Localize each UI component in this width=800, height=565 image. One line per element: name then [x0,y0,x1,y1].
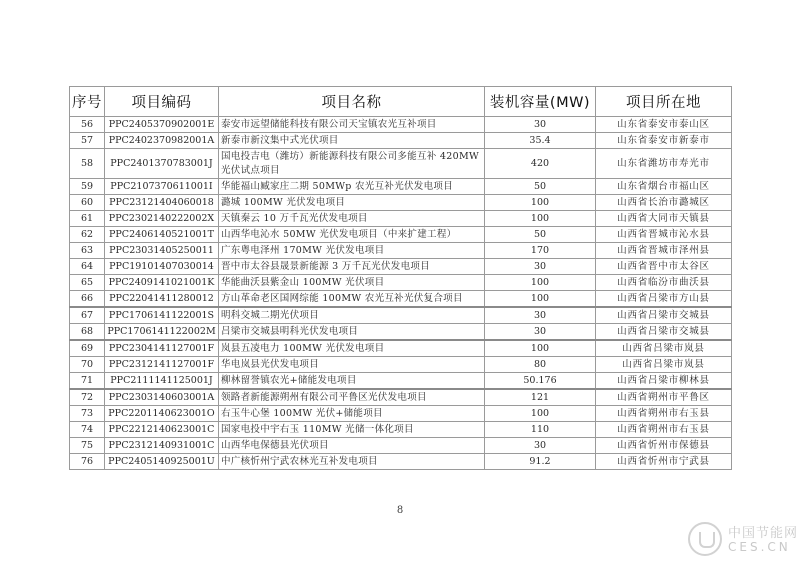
cell-name: 中广核忻州宁武农林光互补发电项目 [219,454,485,470]
table-row [70,243,732,259]
cell-index: 68 [70,324,105,341]
table-row [70,227,732,243]
header-capacity: 装机容量(MW) [485,87,596,117]
cell-location: 山东省烟台市福山区 [596,179,732,195]
cell-capacity: 100 [485,275,596,291]
cell-index: 75 [70,438,105,454]
cell-index: 58 [70,149,105,179]
cell-name: 华能曲沃县紫金山 100MW 光伏项目 [219,275,485,291]
cell-code: PPC2409141021001K [105,275,219,291]
cell-index: 73 [70,406,105,422]
cell-capacity: 50.176 [485,373,596,390]
cell-code: PPC2406140521001T [105,227,219,243]
cell-capacity: 100 [485,291,596,308]
cell-index: 70 [70,357,105,373]
ces-logo-icon [688,522,722,556]
cell-name: 国家电投中宇右玉 110MW 光储一体化项目 [219,422,485,438]
cell-location: 山西省朔州市右玉县 [596,406,732,422]
cell-location: 山西省晋中市太谷区 [596,259,732,275]
cell-capacity: 110 [485,422,596,438]
header-index: 序号 [70,87,105,117]
cell-capacity: 80 [485,357,596,373]
cell-index: 65 [70,275,105,291]
cell-name: 华电岚县光伏发电项目 [219,357,485,373]
cell-name: 华能福山臧家庄二期 50MWp 农光互补光伏发电项目 [219,179,485,195]
cell-code: PPC2111141125001J [105,373,219,390]
cell-name: 方山革命老区国网综能 100MW 农光互补光伏复合项目 [219,291,485,308]
cell-name: 山西华电沁水 50MW 光伏发电项目（中来扩建工程） [219,227,485,243]
table-header-row [70,87,732,117]
cell-index: 76 [70,454,105,470]
cell-index: 57 [70,133,105,149]
table-row [70,211,732,227]
table-row [70,195,732,211]
cell-code: PPC2304141127001F [105,340,219,357]
cell-location: 山东省泰安市新泰市 [596,133,732,149]
cell-code: PPC2401370783001J [105,149,219,179]
cell-code: PPC23031405250011 [105,243,219,259]
table-row [70,307,732,324]
table-row [70,117,732,133]
table-row [70,373,732,390]
cell-location: 山西省吕梁市柳林县 [596,373,732,390]
table-row [70,259,732,275]
cell-location: 山西省长治市潞城区 [596,195,732,211]
cell-code: PPC23121404060018 [105,195,219,211]
cell-code: PPC1706141122001S [105,307,219,324]
cell-capacity: 91.2 [485,454,596,470]
cell-name: 山西华电保德县光伏项目 [219,438,485,454]
cell-index: 74 [70,422,105,438]
cell-location: 山东省泰安市泰山区 [596,117,732,133]
table-row [70,454,732,470]
cell-location: 山东省潍坊市寿光市 [596,149,732,179]
cell-code: PPC19101407030014 [105,259,219,275]
cell-location: 山西省忻州市保德县 [596,438,732,454]
table-row [70,275,732,291]
cell-location: 山西省吕梁市方山县 [596,291,732,308]
cell-location: 山西省吕梁市岚县 [596,357,732,373]
cell-capacity: 50 [485,227,596,243]
cell-code: PPC22041411280012 [105,291,219,308]
cell-index: 64 [70,259,105,275]
cell-name: 天镇秦云 10 万千瓦光伏发电项目 [219,211,485,227]
table-row [70,422,732,438]
cell-name: 潞城 100MW 光伏发电项目 [219,195,485,211]
watermark [688,520,798,560]
cell-index: 56 [70,117,105,133]
cell-location: 山西省晋城市沁水县 [596,227,732,243]
cell-name: 晋中市太谷县晟景新能源 3 万千瓦光伏发电项目 [219,259,485,275]
cell-code: PPC2402370982001A [105,133,219,149]
cell-capacity: 100 [485,406,596,422]
cell-location: 山西省朔州市右玉县 [596,422,732,438]
cell-code: PPC2405370902001E [105,117,219,133]
cell-name: 国电投吉电（潍坊）新能源科技有限公司多能互补 420MW 光伏试点项目 [219,149,485,179]
header-code: 项目编码 [105,87,219,117]
cell-capacity: 100 [485,195,596,211]
cell-capacity: 100 [485,211,596,227]
cell-name: 右玉牛心堡 100MW 光伏+储能项目 [219,406,485,422]
cell-name: 明科交城二期光伏项目 [219,307,485,324]
table-row [70,357,732,373]
cell-index: 61 [70,211,105,227]
cell-name: 岚县五凌电力 100MW 光伏发电项目 [219,340,485,357]
cell-capacity: 30 [485,259,596,275]
cell-capacity: 50 [485,179,596,195]
watermark-text-en: CES.CN [728,540,791,554]
table-body [70,117,732,470]
cell-location: 山西省吕梁市岚县 [596,340,732,357]
cell-capacity: 30 [485,307,596,324]
cell-location: 山西省晋城市泽州县 [596,243,732,259]
cell-name: 广东粤电泽州 170MW 光伏发电项目 [219,243,485,259]
cell-code: PPC2405140925001U [105,454,219,470]
cell-location: 山西省吕梁市交城县 [596,324,732,341]
table-row [70,133,732,149]
cell-location: 山西省临汾市曲沃县 [596,275,732,291]
table-row [70,340,732,357]
cell-code: PPC2212140623001C [105,422,219,438]
cell-code: PPC2302140222002X [105,211,219,227]
cell-name: 柳林留誉镇农光+储能发电项目 [219,373,485,390]
cell-capacity: 100 [485,340,596,357]
cell-index: 71 [70,373,105,390]
cell-index: 63 [70,243,105,259]
page-number: 8 [396,505,404,516]
cell-capacity: 30 [485,117,596,133]
cell-index: 67 [70,307,105,324]
table-row [70,179,732,195]
cell-code: PPC2201140623001O [105,406,219,422]
cell-name: 新泰市新汶集中式光伏项目 [219,133,485,149]
cell-location: 山西省吕梁市交城县 [596,307,732,324]
cell-capacity: 35.4 [485,133,596,149]
table-row [70,324,732,341]
cell-code: PPC2312140931001C [105,438,219,454]
cell-capacity: 30 [485,438,596,454]
table-row [70,291,732,308]
cell-location: 山西省忻州市宁武县 [596,454,732,470]
table-row [70,149,732,179]
cell-name: 泰安市远望储能科技有限公司天宝镇农光互补项目 [219,117,485,133]
cell-capacity: 170 [485,243,596,259]
cell-index: 60 [70,195,105,211]
cell-location: 山西省大同市天镇县 [596,211,732,227]
cell-name: 吕梁市交城县明科光伏发电项目 [219,324,485,341]
cell-index: 66 [70,291,105,308]
table-row [70,438,732,454]
cell-capacity: 30 [485,324,596,341]
cell-location: 山西省朔州市平鲁区 [596,389,732,406]
cell-index: 62 [70,227,105,243]
cell-code: PPC2312141127001F [105,357,219,373]
header-name: 项目名称 [219,87,485,117]
watermark-text-cn: 中国节能网 [728,526,799,541]
project-table [69,86,732,470]
header-location: 项目所在地 [596,87,732,117]
cell-capacity: 420 [485,149,596,179]
table-row [70,389,732,406]
cell-name: 领路者新能源朔州有限公司平鲁区光伏发电项目 [219,389,485,406]
cell-code: PPC2107370611001I [105,179,219,195]
cell-index: 69 [70,340,105,357]
cell-index: 59 [70,179,105,195]
cell-index: 72 [70,389,105,406]
cell-code: PPC1706141122002M [105,324,219,341]
cell-code: PPC2303140603001A [105,389,219,406]
table-row [70,406,732,422]
cell-capacity: 121 [485,389,596,406]
